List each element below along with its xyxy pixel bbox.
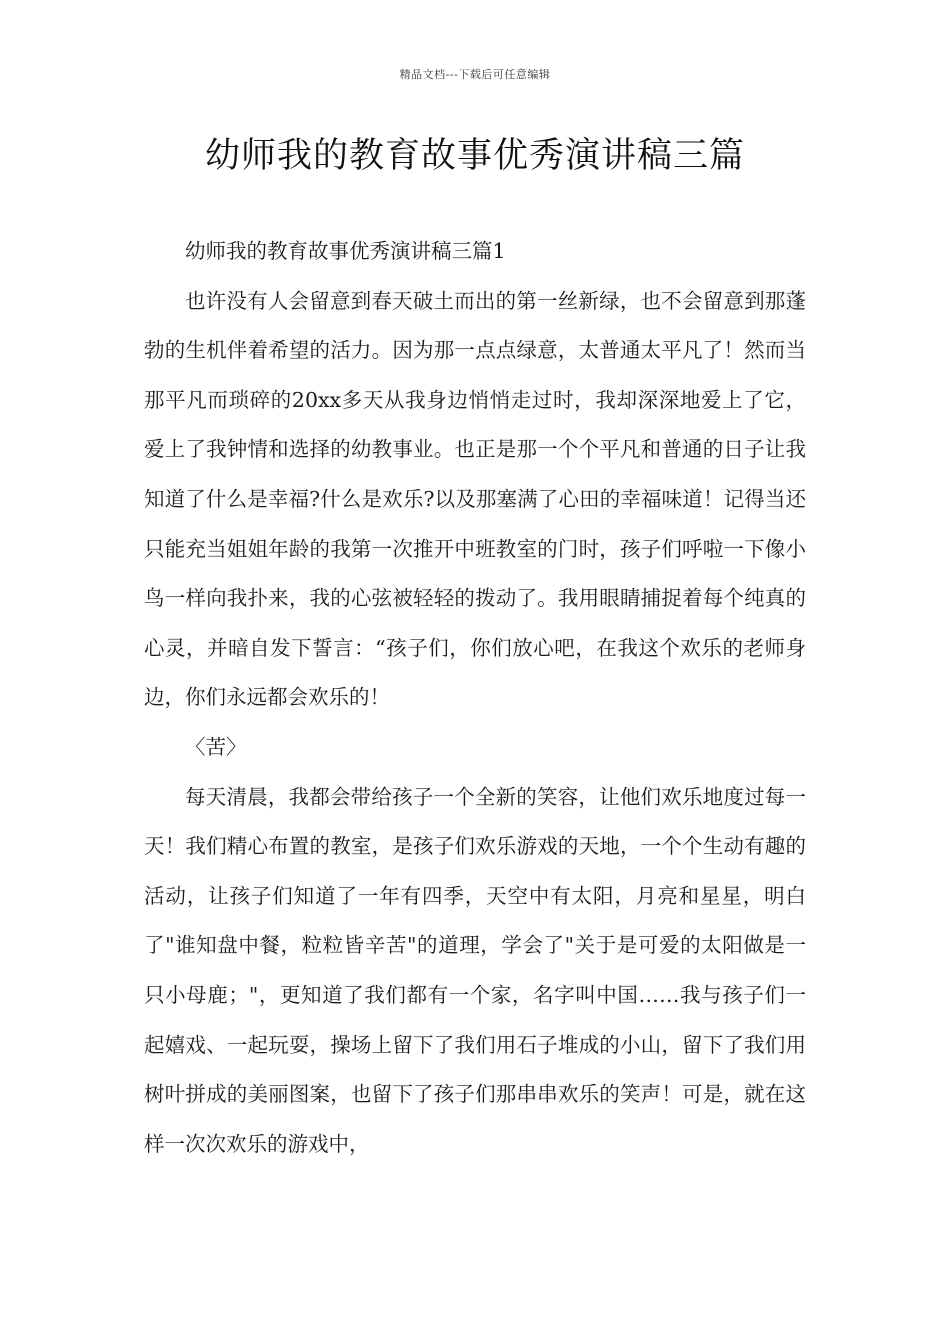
document-body [144, 227, 806, 1169]
section-heading: 幼师我的教育故事优秀演讲稿三篇1 [185, 239, 506, 263]
header-note: 精品文档---下载后可任意编辑 [399, 68, 551, 81]
section-marker: 〈苦〉 [185, 734, 247, 759]
body-paragraph: 也许没有人会留意到春天破土而出的第一丝新绿，也不会留意到那蓬勃的生机伴着希望的活力。因为那一点点绿意，太普通太平凡了！然而当那平凡而琐碎的20xx多天从我身边悄悄走过时，我却深深地爱上了它，爱上了我钟情和选择的幼教事业。也正是那一个个平凡和普通的日子让我知道了什么是幸福?什么是欢乐?以及那塞满了心田的幸福味道！记得当还只能充当姐姐年龄的我第一次推开中班教室的门时，孩子们呼啦一下像小鸟一样向我扑来，我的心弦被轻轻的拨动了。我用眼睛捕捉着每个纯真的心灵，并暗自发下誓言：“孩子们，你们放心吧，在我这个欢乐的老师身边，你们永远都会欢乐的！ [144, 288, 806, 710]
document-title: 幼师我的教育故事优秀演讲稿三篇 [204, 136, 745, 176]
body-paragraph: 每天清晨，我都会带给孩子一个全新的笑容，让他们欢乐地度过每一天！我们精心布置的教室，是孩子们欢乐游戏的天地，一个个生动有趣的活动，让孩子们知道了一年有四季，天空中有太阳，月亮和星星，明白了"谁知盘中餐，粒粒皆辛苦"的道理，学会了"关于是可爱的太阳做是一只小母鹿；"，更知道了我们都有一个家，名字叫中国……我与孩子们一起嬉戏、一起玩耍，操场上留下了我们用石子堆成的小山，留下了我们用树叶拼成的美丽图案，也留下了孩子们那串串欢乐的笑声！可是，就在这样一次次欢乐的游戏中， [144, 784, 806, 1156]
